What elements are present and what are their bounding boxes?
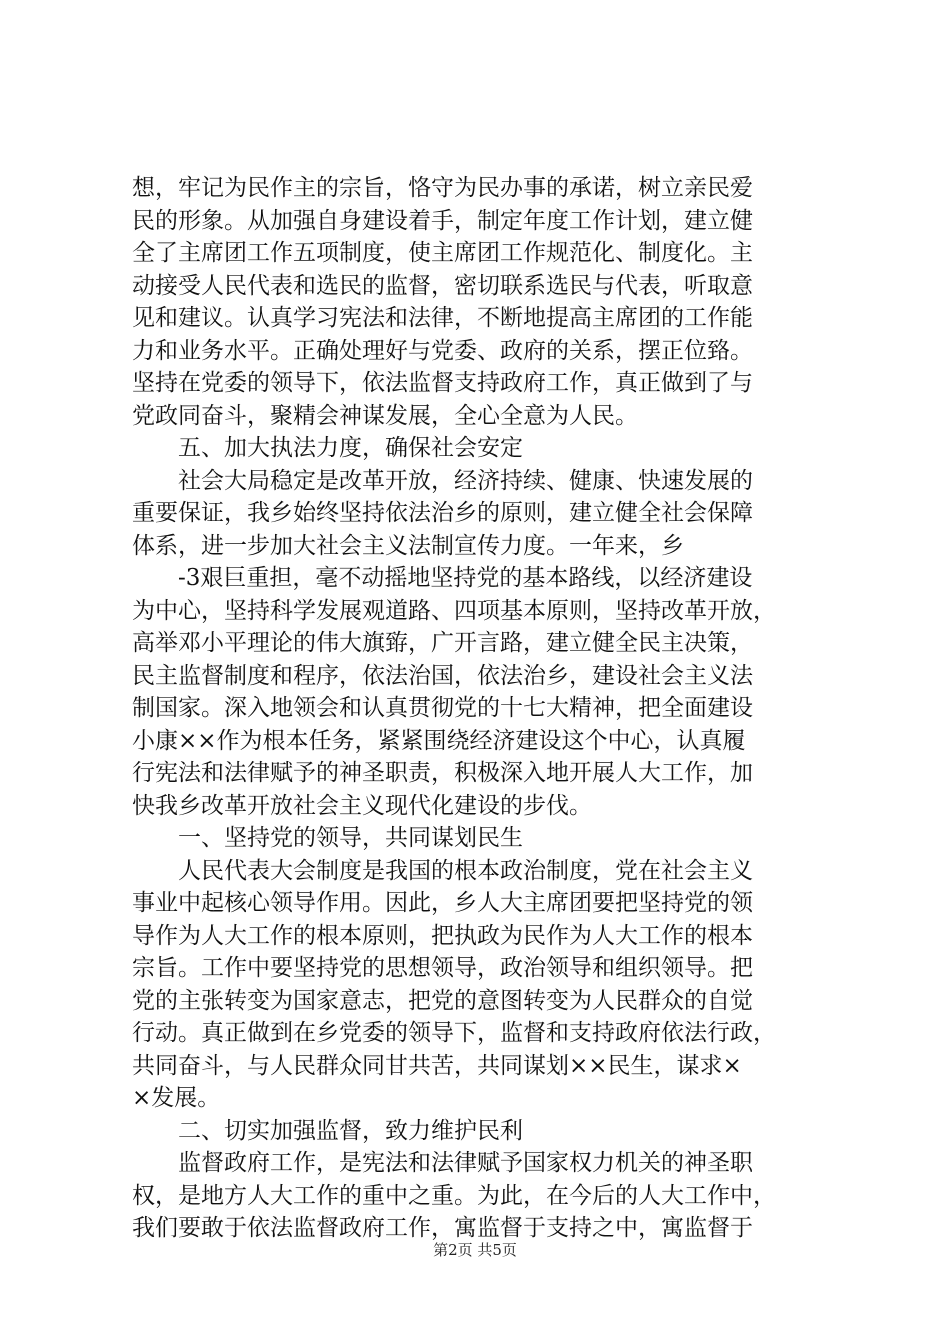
text-line: 制国家。深入地领会和认真贯彻党的十七大精神，把全面建设 (132, 695, 753, 721)
text-line: 快我乡改革开放社会主义现代化建设的步伐。 (132, 792, 592, 819)
text-line: 小康××作为根本任务，紧紧围绕经济建设这个中心，认真履 (132, 727, 746, 754)
text-line: 重要保证，我乡始终坚持依法治乡的原则，建立健全社会保障 (132, 500, 753, 526)
text-line: 行宪法和法律赋予的神圣职责，积极深入地开展人大工作，加 (132, 760, 753, 786)
text-line: 导作为人大工作的根本原则，把执政为民作为人大工作的根本 (132, 922, 753, 949)
text-line: 行动。真正做到在乡党委的领导下，监督和支持政府依法行政， (132, 1020, 776, 1046)
text-line: 共同奋斗，与人民群众同甘共苦，共同谋划××民生，谋求× (132, 1052, 742, 1079)
text-line: 事业中起核心领导作用。因此，乡人大主席团要把坚持党的领 (132, 890, 753, 916)
body-text (132, 172, 832, 1245)
text-line: 为中心，坚持科学发展观道路、四项基本原则，坚持改革开放， (132, 597, 776, 624)
text-line: 想，牢记为民作主的宗旨，恪守为民办事的承诺，树立亲民爱 (132, 175, 753, 201)
text-line: 全了主席团工作五项制度，使主席团工作规范化、制度化。主 (132, 240, 753, 266)
text-line: 体系，进一步加大社会主义法制宣传力度。一年来，乡 (132, 532, 684, 559)
text-line: 力和业务水平。正确处理好与党委、政府的关系，摆正位臵。 (132, 337, 753, 364)
text-line: 党的主张转变为国家意志，把党的意图转变为人民群众的自觉 (132, 987, 753, 1014)
text-line: 权，是地方人大工作的重中之重。为此，在今后的人大工作中， (132, 1182, 776, 1209)
text-line: 见和建议。认真学习宪法和法律，不断地提高主席团的工作能 (132, 305, 753, 331)
paragraph-start: 社会大局稳定是改革开放，经济持续、健康、快速发展的 (178, 467, 753, 494)
text-line: 动接受人民代表和选民的监督，密切联系选民与代表，听取意 (132, 272, 753, 299)
paragraph-start: 监督政府工作，是宪法和法律赋予国家权力机关的神圣职 (178, 1150, 753, 1176)
page-footer: 第2页 共5页 (433, 1241, 517, 1259)
paragraph-start: 人民代表大会制度是我国的根本政治制度，党在社会主义 (178, 857, 753, 884)
section-heading: 二、切实加强监督，致力维护民利 (178, 1117, 523, 1144)
text-line: 宗旨。工作中要坚持党的思想领导，政治领导和组织领导。把 (132, 955, 753, 981)
text-line: 高举邓小平理论的伟大旗臶，广开言路，建立健全民主决策， (132, 630, 753, 656)
text-line: 我们要敢于依法监督政府工作，寓监督于支持之中，寓监督于 (132, 1215, 753, 1241)
paragraph-start: -3艰巨重担，毫不动摇地坚持党的基本路线，以经济建设 (178, 565, 753, 591)
text-line: 坚持在党委的领导下，依法监督支持政府工作，真正做到了与 (132, 370, 753, 396)
text-line: 民主监督制度和程序，依法治国，依法治乡，建设社会主义法 (132, 662, 753, 689)
text-line: 党政同奋斗，聚精会神谋发展，全心全意为人民。 (132, 402, 638, 429)
text-line: ×发展。 (132, 1085, 221, 1111)
text-line: 民的形象。从加强自身建设着手，制定年度工作计划，建立健 (132, 207, 753, 234)
section-heading: 一、坚持党的领导，共同谋划民生 (178, 825, 523, 851)
section-heading: 五、加大执法力度，确保社会安定 (178, 435, 523, 461)
